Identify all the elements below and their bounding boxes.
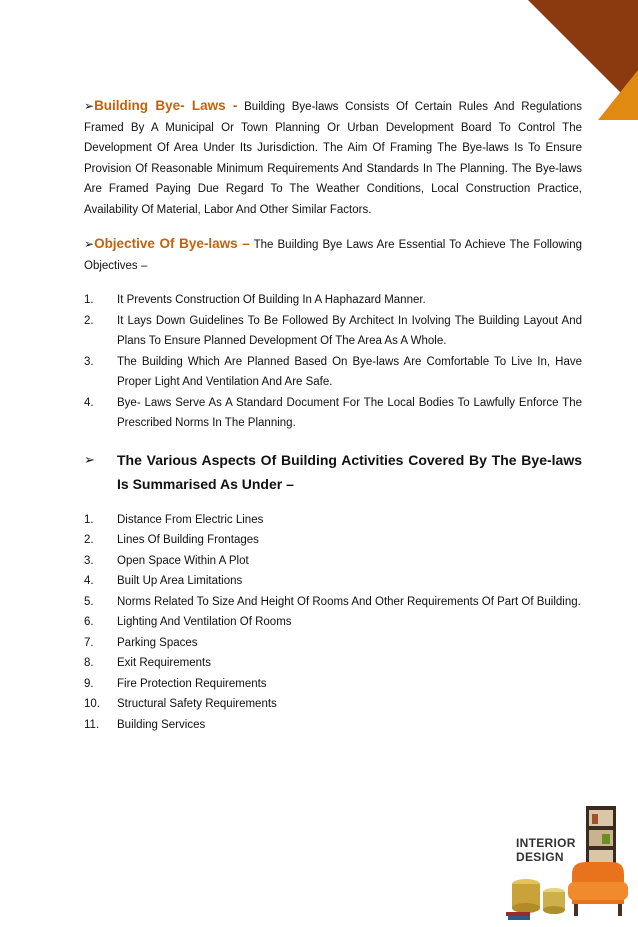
document-body [84,96,582,735]
list-item [84,290,582,311]
list-number: 3. [84,554,94,567]
list-text: Lines Of Building Frontages [117,534,259,546]
list-text: Building Services [117,718,206,731]
list-text: Open Space Within A Plot [117,554,249,567]
list-item [84,612,582,633]
list-text: Distance From Electric Lines [117,513,264,526]
aspects-list [84,510,582,736]
list-text: Parking Spaces [117,636,198,649]
list-item [84,674,582,695]
objectives-list [84,290,582,434]
list-text: The Building Which Are Planned Based On Bye-laws Are Comfortable To Live In, Have Proper Light And Ventilation And Are Safe. [117,355,582,388]
objective-text: The Building Bye Laws Are Essential To Achieve The Following Objectives – [84,239,582,272]
bye-laws-heading: Building Bye- Laws [94,98,226,113]
list-text: Fire Protection Requirements [117,677,267,690]
bye-laws-paragraph [84,96,582,220]
list-number: 9. [84,677,94,690]
list-number: 8. [84,657,94,669]
list-item [84,653,582,674]
list-text: Exit Requirements [117,657,211,669]
list-number: 7. [84,636,94,649]
bye-laws-dash: - [225,98,238,113]
list-item [84,715,582,736]
list-text: It Lays Down Guidelines To Be Followed By Architect In Ivolving The Building Layout And Plans To Ensure Planned Development Of The Area As A Whole. [117,314,582,347]
list-number: 11. [84,718,100,731]
list-text: Norms Related To Size And Height Of Rooms And Other Requirements Of Part Of Building. [117,595,581,608]
objective-heading: Objective Of Bye-laws [94,236,238,251]
logo-text [516,836,576,864]
arrow-bullet-icon: ➢ [84,237,95,251]
logo-line-1: INTERIOR [516,836,576,850]
list-text: Structural Safety Requirements [117,698,277,710]
list-text: Bye- Laws Serve As A Standard Document For The Local Bodies To Lawfully Enforce The Prescribed Norms In The Planning. [117,396,582,429]
aspects-heading [84,448,582,496]
interior-design-logo [502,804,638,922]
list-number: 1. [84,294,94,306]
list-number: 4. [84,396,94,409]
list-item [84,551,582,572]
list-number: 1. [84,513,94,526]
list-item [84,311,582,352]
objective-paragraph [84,234,582,276]
list-item [84,694,582,715]
list-item [84,592,582,613]
list-number: 10. [84,698,100,710]
list-item [84,510,582,531]
list-item [84,393,582,434]
aspects-heading-text: The Various Aspects Of Building Activities Covered By The Bye-laws Is Summarised As Under – [117,451,582,492]
list-item [84,571,582,592]
logo-line-2: DESIGN [516,850,564,864]
list-item [84,352,582,393]
list-number: 2. [84,534,94,546]
list-number: 2. [84,314,94,327]
arrow-bullet-icon: ➢ [84,99,95,113]
list-text: It Prevents Construction Of Building In A Haphazard Manner. [117,294,426,306]
list-number: 6. [84,616,94,628]
list-text: Built Up Area Limitations [117,575,243,587]
list-number: 4. [84,575,94,587]
list-number: 3. [84,355,94,368]
objective-dash: – [237,236,250,251]
arrow-bullet-icon: ➢ [84,451,95,467]
list-text: Lighting And Ventilation Of Rooms [117,616,292,628]
list-item [84,633,582,654]
list-number: 5. [84,595,94,608]
list-item [84,530,582,551]
bye-laws-text: Building Bye-laws Consists Of Certain Rules And Regulations Framed By A Municipal Or Town Planning Or Urban Development Board To Control The Development Of Area Under Its Jurisdiction. The Aim Of Framing The Bye-laws Is To Ensure Provision Of Reasonable Minimum Requirements And Standards In The Planning. The Bye-laws Are Framed Paying Due Regard To The Weather Conditions, Local Construction Practice, Availability Of Material, Labor And Other Similar Factors. [84,101,583,216]
